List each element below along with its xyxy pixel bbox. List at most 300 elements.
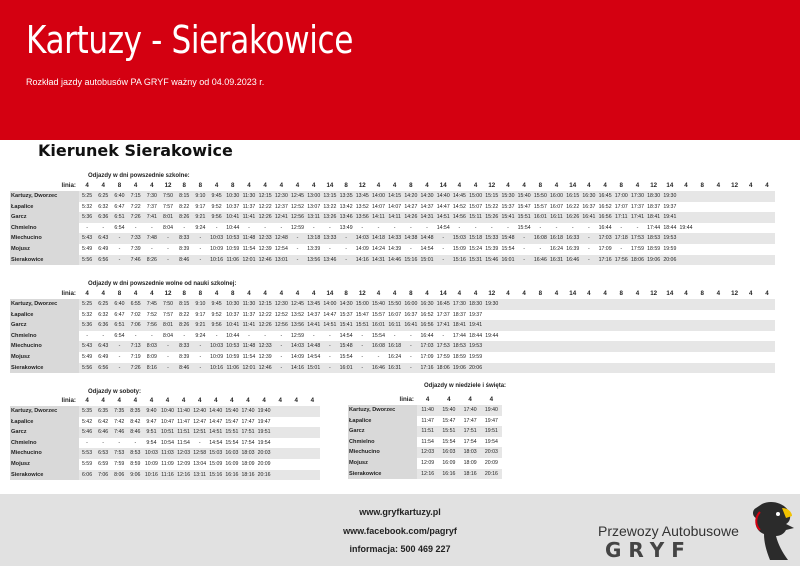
departure-time: 9:24 [192,331,208,342]
departure-time: 11:54 [176,438,192,449]
stop-row-sierakowice [10,255,775,266]
departure-time: - [209,223,225,234]
departure-time: 16:07 [548,202,564,213]
departure-time [759,255,775,266]
departure-time: 5:25 [79,191,95,202]
line-number: 4 [417,394,438,405]
departure-time [304,470,320,481]
departure-time: 13:11 [306,212,322,223]
departure-time: 16:44 [597,223,613,234]
departure-time: 5:25 [79,299,95,310]
departure-time: - [257,223,273,234]
departure-time: 17:47 [240,417,256,428]
departure-time: - [192,341,208,352]
departure-time: 15:54 [224,438,240,449]
departure-time: 19:44 [484,331,500,342]
departure-time: - [273,341,289,352]
departure-time [743,212,759,223]
departure-time: 10:16 [209,255,225,266]
departure-time: 15:07 [468,202,484,213]
departure-time: 13:11 [192,470,208,481]
departure-time: 16:01 [500,255,516,266]
departure-time: 17:03 [597,233,613,244]
departure-time [565,299,581,310]
departure-time: 12:37 [273,202,289,213]
stop-name: Chmielno [10,331,79,342]
departure-time: 6:51 [111,320,127,331]
line-number: 12 [646,288,662,299]
departure-time: 15:09 [208,459,224,470]
departure-time: - [289,244,305,255]
departure-time [743,223,759,234]
info-phone: informacja: 500 469 227 [349,544,451,554]
departure-time [597,341,613,352]
departure-time: 17:37 [629,202,645,213]
departure-time: 15:40 [370,299,386,310]
departure-time: 15:22 [484,202,500,213]
line-number: 4 [288,395,304,406]
departure-time: 16:44 [419,331,435,342]
line-number: 4 [159,395,175,406]
departure-time: 6:42 [95,417,111,428]
departure-time: - [111,255,127,266]
departure-time: 7:46 [128,255,144,266]
departure-time: - [532,223,548,234]
line-number: 8 [338,288,354,299]
departure-time: 15:50 [532,191,548,202]
departure-time: 6:47 [111,310,127,321]
departure-time: 11:54 [241,244,257,255]
departure-time [743,202,759,213]
departure-time: 14:51 [435,212,451,223]
departure-time: 15:40 [438,405,459,416]
departure-time: 5:43 [79,341,95,352]
departure-time [548,320,564,331]
stop-row-lapalice [10,417,320,428]
departure-time: 12:03 [176,448,192,459]
stop-row-chmielno [10,223,775,234]
departure-time: - [111,352,127,363]
departure-time: 16:07 [387,310,403,321]
departure-time: - [516,244,532,255]
departure-time: 16:09 [224,459,240,470]
departure-time [613,341,629,352]
departure-time: - [435,331,451,342]
departure-time: - [160,341,176,352]
departure-time: 20:16 [481,469,502,480]
departure-time: 5:32 [79,202,95,213]
departure-time: 18:37 [646,202,662,213]
departure-time: 8:26 [176,212,192,223]
departure-time: 12:33 [257,341,273,352]
departure-time: 15:16 [403,255,419,266]
departure-time: - [111,244,127,255]
departure-time: 8:53 [127,448,143,459]
stop-name: Chmielno [10,438,79,449]
departure-time [532,299,548,310]
stop-name: Garcz [10,427,79,438]
departure-time: 16:33 [565,233,581,244]
departure-time: 12:15 [257,299,273,310]
departure-time [500,363,516,374]
departure-time: 13:04 [192,459,208,470]
departure-time: 17:41 [435,320,451,331]
departure-time: 16:00 [548,191,564,202]
departure-time [743,255,759,266]
departure-time: 9:52 [209,310,225,321]
departure-time: 5:56 [79,363,95,374]
departure-time [272,438,288,449]
departure-time: 12:52 [273,310,289,321]
stop-name: Sierakowice [10,363,79,374]
departure-time: 17:40 [240,406,256,417]
departure-time: - [354,363,370,374]
departure-time: 15:51 [516,212,532,223]
departure-time [678,341,694,352]
departure-time: 10:51 [159,427,175,438]
departure-time: - [273,223,289,234]
departure-time: 17:09 [597,244,613,255]
departure-time: 11:41 [241,320,257,331]
departure-time: - [144,244,160,255]
departure-time: 15:54 [500,244,516,255]
departure-time: - [306,331,322,342]
line-number: 14 [322,180,338,191]
departure-time [629,363,645,374]
line-number: 4 [306,288,322,299]
departure-time: 11:16 [159,470,175,481]
departure-time [759,244,775,255]
departure-time: 10:16 [143,470,159,481]
departure-time: 10:37 [225,202,241,213]
departure-time: 14:47 [208,417,224,428]
line-number: 4 [241,288,257,299]
departure-time: 10:03 [209,341,225,352]
departure-time: 10:09 [143,459,159,470]
line-number: 4 [257,288,273,299]
departure-time: 11:37 [241,310,257,321]
departure-time [759,331,775,342]
stop-name: Kartuzy, Dworzec [10,406,79,417]
departure-time: 10:41 [225,212,241,223]
departure-time: 18:30 [468,299,484,310]
departure-time: 14:54 [419,244,435,255]
departure-time: 16:30 [581,191,597,202]
departure-time: 13:22 [322,202,338,213]
line-number: 4 [451,180,467,191]
departure-time [272,427,288,438]
line-number: 4 [208,395,224,406]
departure-time: 12:46 [257,363,273,374]
departure-time: - [192,352,208,363]
departure-time: 16:16 [224,470,240,481]
departure-time: 8:15 [176,191,192,202]
line-numbers-row [10,180,775,191]
departure-time: 15:01 [306,363,322,374]
departure-time: 14:40 [208,406,224,417]
departure-time: 7:48 [144,233,160,244]
departure-time: 6:56 [95,363,111,374]
departure-time: - [306,223,322,234]
departure-time [272,417,288,428]
departure-time: 13:42 [338,202,354,213]
departure-time: 7:06 [95,470,111,481]
departure-time: 5:36 [79,212,95,223]
departure-time: 15:16 [451,255,467,266]
line-number: 4 [128,180,144,191]
departure-time [710,310,726,321]
line-number: 4 [79,288,95,299]
departure-time: 7:56 [144,320,160,331]
departure-time: - [95,331,111,342]
departure-time: 7:19 [128,352,144,363]
departure-time: 17:16 [419,363,435,374]
departure-time [662,363,678,374]
departure-time: 14:47 [322,310,338,321]
stop-name: Mojusz [10,352,79,363]
departure-time [272,470,288,481]
departure-time: 18:53 [646,233,662,244]
departure-time: 12:40 [192,406,208,417]
departure-time [743,352,759,363]
departure-time: 16:08 [532,233,548,244]
departure-time: 15:40 [516,191,532,202]
departure-time: 15:51 [354,320,370,331]
departure-time: 14:16 [354,255,370,266]
departure-time [629,341,645,352]
header-banner [0,0,800,140]
stop-name: Kartuzy, Dworzec [10,191,79,202]
departure-time [710,244,726,255]
departure-time [613,363,629,374]
departure-time: 17:54 [460,437,481,448]
departure-time [500,310,516,321]
departure-time: - [403,363,419,374]
stop-name: Łapalice [10,202,79,213]
departure-time: - [127,438,143,449]
departure-time: 15:37 [500,202,516,213]
departure-time: - [613,223,629,234]
line-number: 12 [727,180,743,191]
facebook-link[interactable]: www.facebook.com/pagryf [343,526,457,536]
line-number: 8 [694,180,710,191]
departure-time: 11:41 [241,212,257,223]
departure-time [581,363,597,374]
departure-time [288,406,304,417]
departure-time [288,448,304,459]
departure-time: 5:35 [79,406,95,417]
departure-time: 10:37 [225,310,241,321]
line-number: 4 [272,395,288,406]
departure-time: 10:03 [209,233,225,244]
departure-time: 14:48 [419,233,435,244]
departure-time: 18:41 [451,320,467,331]
departure-time [500,299,516,310]
departure-time: 14:11 [387,212,403,223]
departure-time: 9:45 [209,191,225,202]
line-number: 4 [240,395,256,406]
stop-name: Chmielno [348,437,417,448]
line-number: 4 [289,288,305,299]
website-link[interactable]: www.gryfkartuzy.pl [359,507,441,517]
departure-time: - [435,244,451,255]
departure-time: 16:39 [565,244,581,255]
departure-time: 19:37 [662,202,678,213]
departure-time: - [403,341,419,352]
departure-time: 12:16 [176,470,192,481]
departure-time [759,223,775,234]
stop-name: Garcz [348,426,417,437]
stop-row-garcz [10,212,775,223]
departure-time: 8:01 [160,212,176,223]
line-number: 8 [403,288,419,299]
departure-time: 6:25 [95,299,111,310]
departure-time: 8:04 [160,223,176,234]
line-number: 12 [354,180,370,191]
departure-time: - [468,223,484,234]
stop-row-sierakowice [10,470,320,481]
departure-time [727,331,743,342]
departure-time: - [435,233,451,244]
departure-time [727,233,743,244]
departure-time [304,406,320,417]
departure-time: 14:27 [403,202,419,213]
departure-time [743,331,759,342]
departure-time [532,331,548,342]
stop-name: Garcz [10,320,79,331]
departure-time: 9:10 [192,299,208,310]
departure-time: 12:41 [273,212,289,223]
line-number: 4 [500,288,516,299]
stop-row-miechucino [10,448,320,459]
line-number: 4 [438,394,459,405]
stop-row-kartuzy-dworzec [10,299,775,310]
departure-time: 9:10 [192,191,208,202]
departure-time [694,363,710,374]
stop-name: Miechucino [10,233,79,244]
departure-time: 12:39 [257,244,273,255]
departure-time [484,341,500,352]
departure-time [597,331,613,342]
departure-time: 16:37 [403,310,419,321]
departure-time: 15:41 [338,320,354,331]
departure-time: 15:41 [500,212,516,223]
departure-time: 12:16 [417,469,438,480]
departure-time [548,341,564,352]
departure-time [565,363,581,374]
departure-time [532,341,548,352]
departure-time [662,331,678,342]
departure-time [678,320,694,331]
departure-time: 15:16 [208,470,224,481]
departure-time: 15:46 [484,255,500,266]
departure-time: 16:26 [565,212,581,223]
departure-time: 5:42 [79,417,95,428]
line-number: 4 [304,395,320,406]
departure-time: 19:30 [662,191,678,202]
line-number: 4 [759,180,775,191]
departure-time: 12:22 [257,310,273,321]
departure-time: 16:24 [548,244,564,255]
departure-time [629,299,645,310]
departure-time: 10:44 [225,223,241,234]
departure-time: 9:51 [143,427,159,438]
departure-time [304,417,320,428]
departure-time: 6:49 [95,244,111,255]
departure-time: 15:54 [338,352,354,363]
departure-time [548,310,564,321]
departure-time: 7:57 [160,310,176,321]
departure-time: - [79,438,95,449]
line-number: 14 [662,288,678,299]
departure-time [743,244,759,255]
stop-row-kartuzy-dworzec [348,405,502,416]
departure-time: - [160,352,176,363]
departure-time [710,363,726,374]
departure-time [743,310,759,321]
departure-time [288,459,304,470]
stop-row-kartuzy-dworzec [10,406,320,417]
departure-time: 18:03 [460,447,481,458]
departure-time: 16:03 [438,447,459,458]
departure-time [710,212,726,223]
line-number: 4 [256,395,272,406]
departure-time: 16:11 [387,320,403,331]
departure-time: 12:45 [289,191,305,202]
departure-time: 19:47 [481,416,502,427]
line-number: 4 [95,395,111,406]
departure-time: 5:32 [79,310,95,321]
departure-time [548,352,564,363]
direction-heading: Kierunek Sierakowice [38,141,233,160]
departure-time [710,352,726,363]
departure-time: 18:09 [460,458,481,469]
stop-row-mojusz [10,459,320,470]
departure-time [710,331,726,342]
departure-time: 12:52 [289,202,305,213]
departure-time: 14:11 [370,212,386,223]
departure-time: 16:52 [419,310,435,321]
departure-time: 7:02 [128,310,144,321]
departure-time: 14:31 [370,255,386,266]
line-number: 4 [144,288,160,299]
departure-time: 13:01 [273,255,289,266]
stop-name: Miechucino [10,341,79,352]
line-number: 4 [273,288,289,299]
departure-time: 16:52 [597,202,613,213]
departure-time: 5:53 [79,448,95,459]
departure-time: 14:31 [419,212,435,223]
departure-time: 8:01 [160,320,176,331]
departure-time: - [257,331,273,342]
departure-time [678,212,694,223]
departure-time: 19:51 [481,426,502,437]
departure-time: - [370,223,386,234]
departure-time: - [338,244,354,255]
departure-time [597,363,613,374]
departure-time [646,320,662,331]
departure-time [727,363,743,374]
timetable-saturday [10,395,320,480]
departure-time: 15:24 [468,244,484,255]
line-number: 4 [629,180,645,191]
departure-time: 15:31 [468,255,484,266]
departure-time: - [403,331,419,342]
timetable-weekday-no-school [10,288,775,373]
departure-time: - [565,223,581,234]
departure-time [694,244,710,255]
departure-time: 14:00 [322,299,338,310]
